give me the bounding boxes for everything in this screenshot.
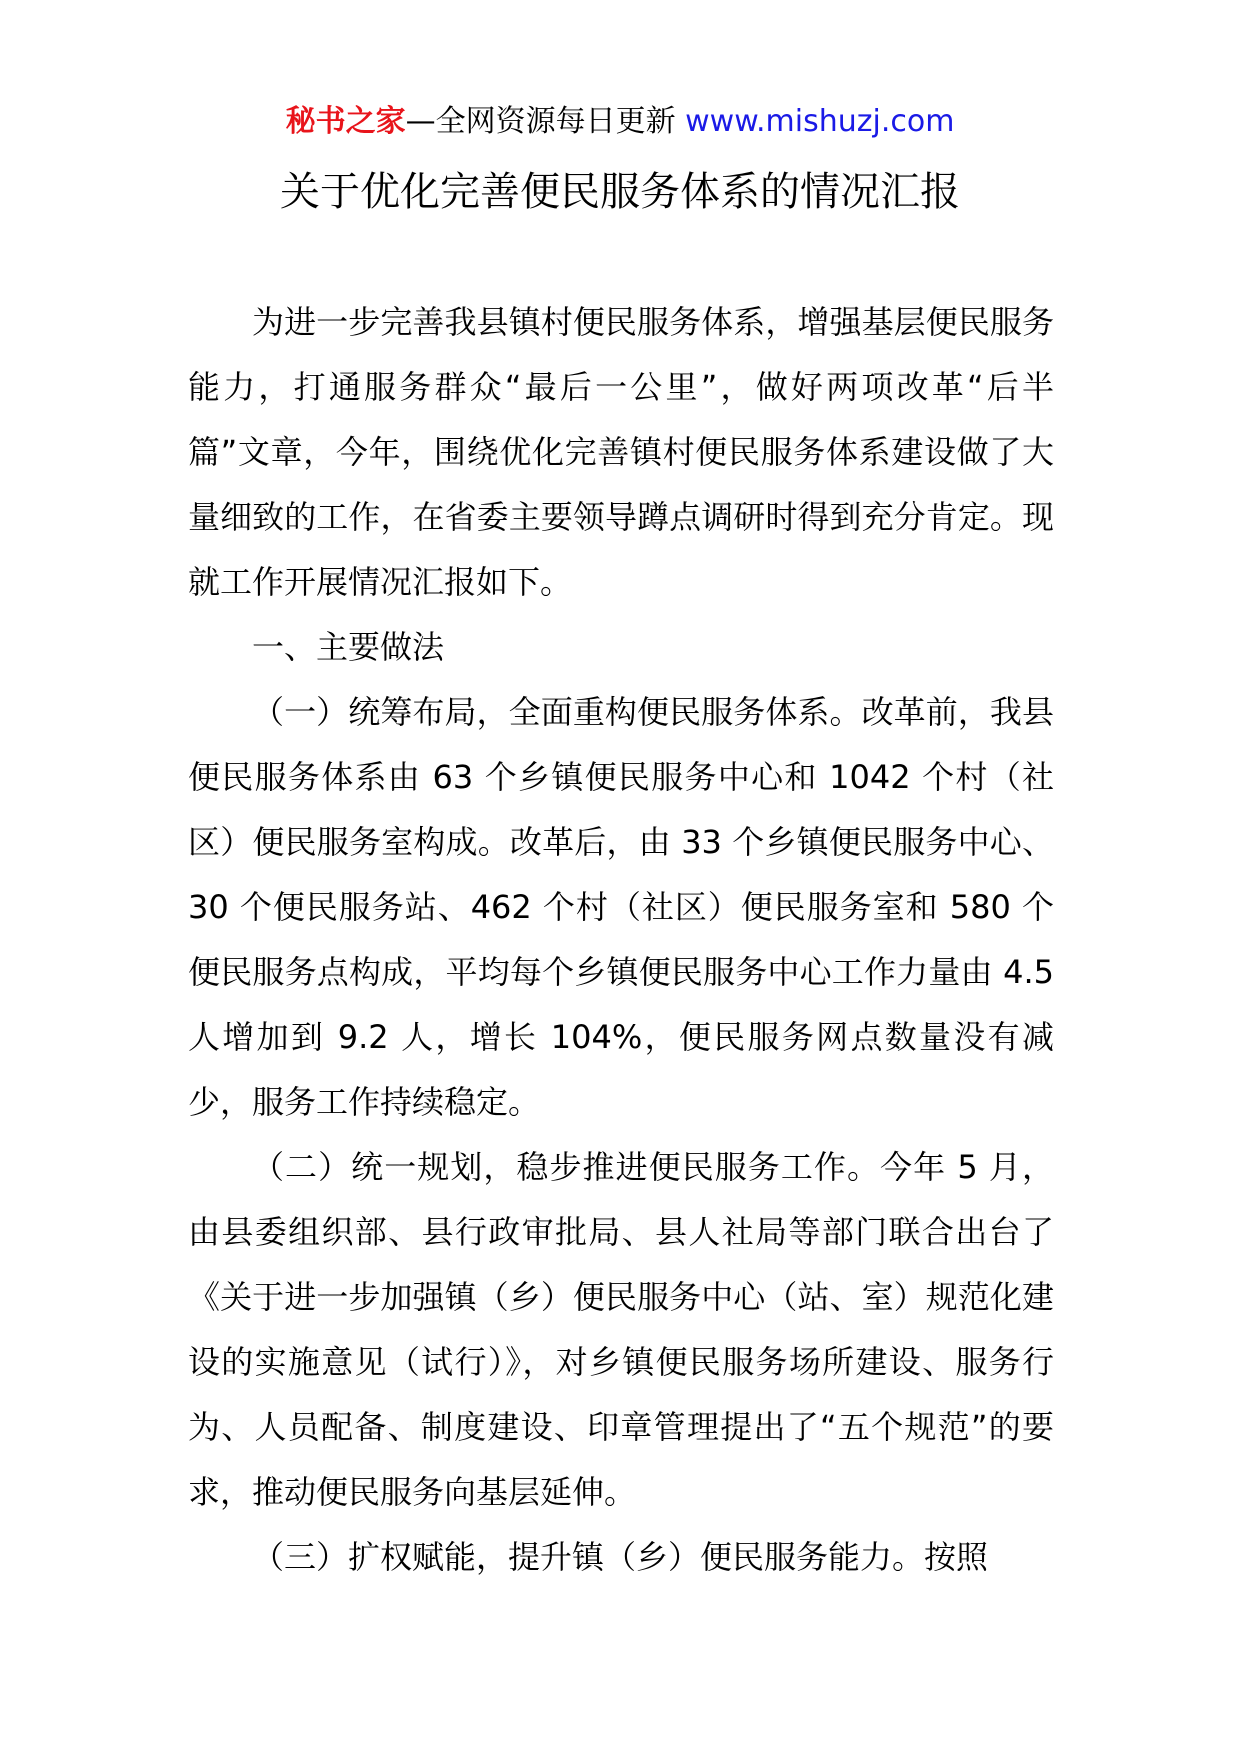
site-header bbox=[0, 100, 1240, 144]
document-body bbox=[188, 290, 1054, 1590]
document-title: 关于优化完善便民服务体系的情况汇报 bbox=[280, 169, 960, 215]
intro-paragraph: 为进一步完善我县镇村便民服务体系，增强基层便民服务能力，打通服务群众“最后一公里”，做好两项改革“后半篇”文章，今年，围绕优化完善镇村便民服务体系建设做了大量细致的工作，在省委主要领导蹲点调研时得到充分肯定。现就工作开展情况汇报如下。 bbox=[188, 303, 1054, 601]
site-tagline: —全网资源每日更新 bbox=[405, 104, 686, 139]
paragraph-item-3: （三）扩权赋能，提升镇（乡）便民服务能力。按照 bbox=[252, 1538, 989, 1576]
site-url-link[interactable]: www.mishuzj.com bbox=[685, 104, 955, 139]
paragraph-item-1: （一）统筹布局，全面重构便民服务体系。改革前，我县便民服务体系由 63 个乡镇便民服务中心和 1042 个村（社区）便民服务室构成。改革后，由 33 个乡镇便民服务中心、30 个便民服务站、462 个村（社区）便民服务室和 580 个便民服务点构成，平均每个乡镇便民服务中心工作力量由 4.5 人增加到 9.2 人，增长 104%，便民服务网点数量没有减少，服务工作持续稳定。 bbox=[188, 693, 1054, 1121]
paragraph-item-2: （二）统一规划，稳步推进便民服务工作。今年 5 月，由县委组织部、县行政审批局、县人社局等部门联合出台了《关于进一步加强镇（乡）便民服务中心（站、室）规范化建设的实施意见（试行）》，对乡镇便民服务场所建设、服务行为、人员配备、制度建设、印章管理提出了“五个规范”的要求，推动便民服务向基层延伸。 bbox=[188, 1148, 1054, 1511]
section-heading-main-practices: 一、主要做法 bbox=[252, 628, 445, 666]
site-brand: 秘书之家 bbox=[285, 104, 406, 139]
